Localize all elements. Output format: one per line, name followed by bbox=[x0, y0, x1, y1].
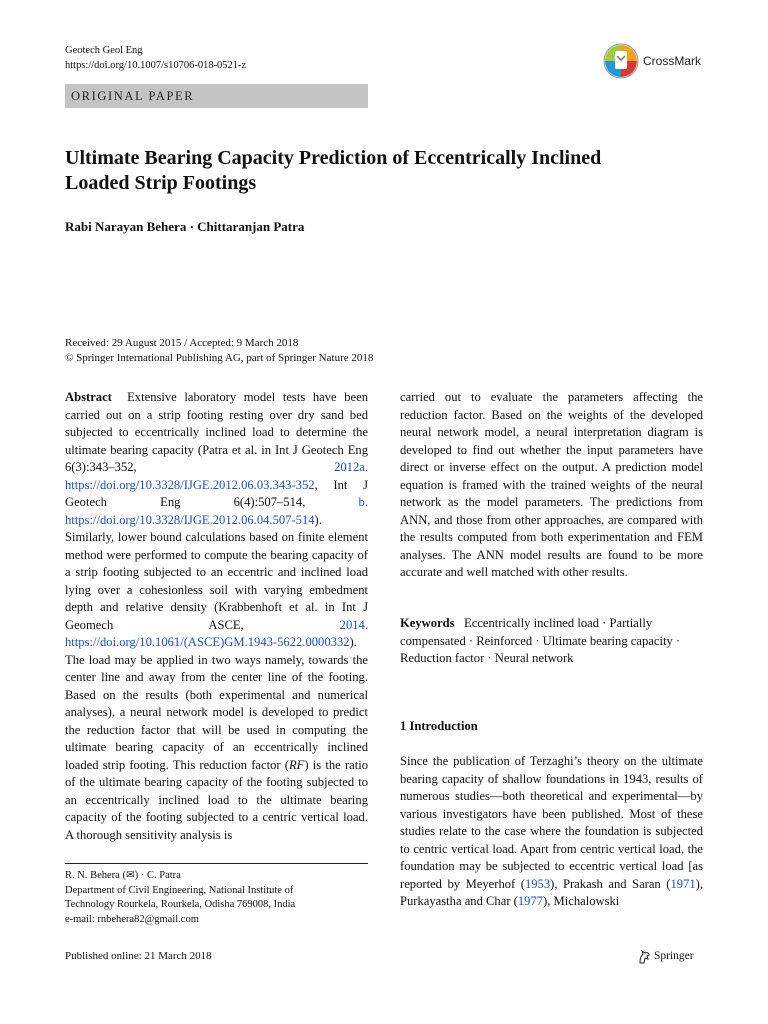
footnote-divider bbox=[65, 863, 368, 864]
abstract-text: Extensive laboratory model tests have been carried out on a strip footing resting over dry sand bed subjected to eccentrically inclined load to determine the ultimate bearing capacity (Patra et al. in Int J Geotech Eng 6(3):343–352, bbox=[65, 390, 369, 474]
citation-link[interactable]: 1977 bbox=[517, 894, 544, 908]
crossmark-label: CrossMark bbox=[643, 54, 702, 68]
abstract-text: , Int J Geotech Eng 6(4):507–514, bbox=[65, 477, 368, 509]
article-type-banner bbox=[65, 84, 368, 108]
crossmark-badge[interactable] bbox=[603, 42, 701, 80]
citation-link[interactable]: 2014. bbox=[339, 617, 368, 632]
abstract-label: Abstract bbox=[65, 390, 112, 404]
abstract-right-column: carried out to evaluate the parameters affecting the reduction factor. Based on the weights of the developed neural network model, a neural interpretation diagram is developed to find out whether the input parameters have direct or inverse effect on the output. A prediction model equation is framed with the trained weights of the neural network as the model parameters. The predictions from ANN, and those from other approaches, are compared with the results computed from both experimentation and FEM analyses. The ANN model results are found to be more accurate and well matched with other results. bbox=[400, 390, 703, 579]
publication-dates bbox=[65, 336, 373, 366]
paper-title: Ultimate Bearing Capacity Prediction of Eccentrically Inclined Loaded Strip Footings bbox=[65, 147, 602, 194]
article-type-label: ORIGINAL PAPER bbox=[71, 89, 195, 103]
author-email[interactable]: e-mail: rnbehera82@gmail.com bbox=[65, 913, 199, 925]
keywords-label: Keywords bbox=[400, 616, 455, 630]
springer-horse-icon bbox=[637, 948, 651, 964]
affiliation-names: R. N. Behera (✉) · C. Patra bbox=[65, 870, 181, 881]
intro-text: Since the publication of Terzaghi’s theory on the ultimate bearing capacity of shallow foundations in 1943, results of numerous studies—both theoretical and experimental—by various investigators have been published. Most of these studies relate to the case where the foundation is subjected to centric vertical load. Apart from centric vertical load, the foundation may be subjected to eccentric vertical load [as reported by Meyerhof ( bbox=[400, 754, 703, 891]
doi-link[interactable]: https://doi.org/10.1007/s10706-018-0521-z bbox=[65, 60, 247, 71]
received-accepted-dates: Received: 29 August 2015 / Accepted: 9 March 2018 bbox=[65, 337, 299, 349]
crossmark-icon bbox=[603, 42, 639, 80]
author-list: Rabi Narayan Behera · Chittaranjan Patra bbox=[65, 219, 305, 234]
doi-reference-link[interactable]: https://doi.org/10.3328/IJGE.2012.06.04.507-514 bbox=[65, 512, 315, 527]
abstract-text: ). The load may be applied in two ways namely, towards the center line and away from the center line of the footing. Based on the results (both experimental and numerical analyses), a neural network model is developed to predict the reduction factor that will be used in computing the ultimate bearing capacity of an eccentrically inclined loaded strip footing. This reduction factor ( bbox=[65, 635, 368, 772]
intro-text: ), Purkayastha and Char ( bbox=[400, 876, 703, 908]
journal-name: Geotech Geol Eng bbox=[65, 45, 143, 56]
keywords-block bbox=[400, 615, 703, 668]
publisher-name: Springer bbox=[654, 950, 694, 962]
intro-text: ), Prakash and Saran ( bbox=[550, 876, 671, 891]
affiliation-line: Department of Civil Engineering, National Institute of bbox=[65, 884, 294, 896]
abstract-text: ). Similarly, lower bound calculations based on finite element method were performed to compute the bearing capacity of a strip footing subjected to an eccentric and inclined load lying over a cohesionless soil with varying embedment depth and relative density (Krabbenhoft et al. in Int J Geomech ASCE, bbox=[65, 512, 368, 632]
citation-link[interactable]: 2012a. bbox=[334, 460, 368, 474]
abstract-text: ) is the ratio of the ultimate bearing capacity of the footing subjected to an eccentrically inclined load to the ultimate bearing capacity of the footing subjected to a centric vertical load. A thorough sensitivity analysis is bbox=[65, 757, 368, 842]
copyright-line: © Springer International Publishing AG, part of Springer Nature 2018 bbox=[65, 352, 374, 364]
introduction-text bbox=[400, 753, 703, 911]
citation-link[interactable]: 1953 bbox=[524, 876, 551, 891]
abstract-left-column bbox=[65, 389, 368, 844]
doi-reference-link[interactable]: https://doi.org/10.1061/(ASCE)GM.1943-5622.0000332 bbox=[65, 635, 350, 649]
section-heading: 1 Introduction bbox=[400, 719, 478, 733]
doi-reference-link[interactable]: https://doi.org/10.3328/IJGE.2012.06.03.343-352 bbox=[65, 477, 315, 492]
keywords-text: Eccentrically inclined load · Partially compensated · Reinforced · Ultimate bearing capacity · Reduction factor · Neural network bbox=[400, 616, 681, 665]
published-online-date: Published online: 21 March 2018 bbox=[65, 950, 212, 962]
abstract-rf-symbol: RF bbox=[288, 757, 305, 772]
publisher-logo bbox=[637, 948, 694, 964]
intro-text: ), Michalowski bbox=[543, 894, 620, 908]
author-affiliation bbox=[65, 869, 368, 927]
citation-link[interactable]: b. bbox=[358, 495, 368, 509]
affiliation-line: Technology Rourkela, Rourkela, Odisha 769008, India bbox=[65, 899, 296, 910]
citation-link[interactable]: 1971 bbox=[670, 876, 696, 891]
